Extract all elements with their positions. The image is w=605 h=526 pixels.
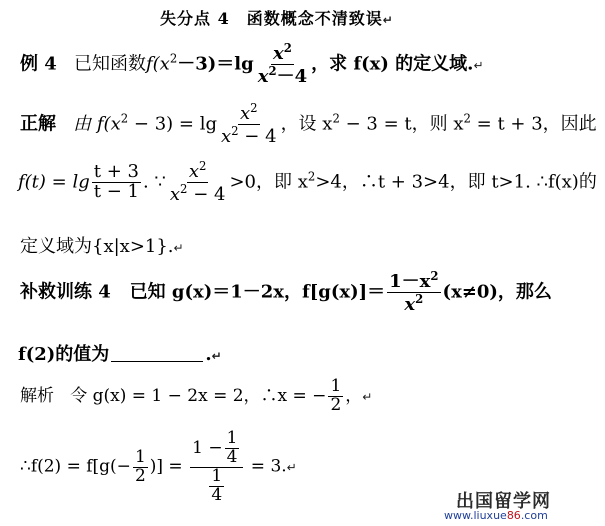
solution-l1-b: − 3) = lg bbox=[128, 113, 217, 135]
solution-l1-fraction: $\frac{x^2}{x^2 - 4}$ bbox=[220, 101, 277, 147]
analysis-big-fraction: 1 − $\frac{1}{4}$ $\frac{1}{4}$ bbox=[190, 430, 243, 504]
solution-label: 正解 bbox=[20, 113, 56, 135]
solution-l1-c: ，设 x bbox=[280, 113, 333, 135]
analysis-l2-fraction: $\frac{1}{2}$ bbox=[134, 446, 146, 486]
watermark-url: www.liuxue86.com bbox=[444, 509, 548, 522]
solution-l2-d: >4，∴t + 3>4，即 t>1. ∴f(x)的 bbox=[315, 171, 597, 193]
paragraph-mark-icon: ↵ bbox=[211, 349, 222, 363]
exercise-l2-tail: . bbox=[205, 344, 212, 365]
exercise-line-1 bbox=[20, 270, 552, 315]
example-fx: f( bbox=[145, 53, 160, 75]
solution-l2-c: >0，即 x bbox=[229, 171, 308, 193]
solution-l1-c-pow: 2 bbox=[332, 111, 340, 126]
analysis-l1-b: ， bbox=[345, 385, 363, 406]
exercise-fraction: $\frac{1-x^2}{x^2}$ bbox=[389, 269, 439, 315]
paragraph-mark-icon: ↵ bbox=[382, 13, 394, 27]
example-fraction: $\frac{x^2}{x^2-4}$ bbox=[257, 41, 308, 87]
analysis-l2-c: = 3. bbox=[250, 456, 287, 477]
solution-l1-d: − 3 = t，则 x bbox=[339, 113, 464, 135]
exercise-text-b: (x≠0)，那么 bbox=[442, 281, 552, 303]
solution-l2-fraction: $\frac{t + 3}{t - 1}$ bbox=[93, 161, 139, 202]
exercise-label: 补救训练 4 bbox=[20, 281, 111, 303]
example-minus3: －3)＝lg bbox=[177, 53, 254, 75]
example-label: 例 4 bbox=[20, 53, 57, 75]
exercise-line-2 bbox=[18, 340, 222, 366]
analysis-line-2 bbox=[20, 430, 297, 504]
example-line bbox=[20, 42, 484, 87]
analysis-l1-a: 令 g(x) = 1 − 2x = 2，∴x = − bbox=[70, 385, 327, 406]
solution-l2-b: . ∵ bbox=[142, 171, 166, 193]
solution-l2-fraction2: $\frac{x^2}{x^2 - 4}$ bbox=[169, 159, 226, 205]
paragraph-mark-icon: ↵ bbox=[173, 241, 184, 255]
solution-line-2 bbox=[18, 160, 597, 205]
analysis-l2-b: )] = bbox=[149, 456, 183, 477]
example-x: x bbox=[159, 53, 170, 75]
site-watermark-logo bbox=[440, 487, 600, 523]
analysis-l1-fraction: $\frac{1}{2}$ bbox=[330, 376, 342, 415]
analysis-l2-a: ∴f(2) = f[g(− bbox=[20, 456, 131, 477]
solution-l1-a: 由 f(x bbox=[73, 113, 121, 135]
answer-blank[interactable] bbox=[111, 361, 203, 362]
watermark-cn: 出国留学网 bbox=[456, 491, 551, 512]
solution-l1-pow: 2 bbox=[120, 111, 129, 126]
paragraph-mark-icon: ↵ bbox=[286, 460, 297, 475]
solution-l2-a: f(t) = lg bbox=[18, 171, 90, 193]
example-pow: 2 bbox=[169, 51, 178, 66]
exercise-text-a: 已知 g(x)＝1－2x，f[g(x)]＝ bbox=[129, 281, 386, 303]
example-text-after: ，求 f(x) 的定义域. bbox=[311, 53, 474, 75]
paragraph-mark-icon: ↵ bbox=[362, 389, 373, 404]
solution-line-3 bbox=[20, 232, 184, 258]
paragraph-mark-icon: ↵ bbox=[473, 58, 484, 73]
solution-line-1 bbox=[20, 102, 597, 147]
solution-l3: 定义域为{x|x>1}. bbox=[20, 236, 174, 257]
analysis-label: 解析 bbox=[20, 385, 54, 406]
exercise-l2: f(2)的值为 bbox=[18, 344, 110, 365]
example-text-before: 已知函数 bbox=[73, 53, 146, 75]
section-heading bbox=[160, 6, 394, 29]
analysis-line-1 bbox=[20, 378, 372, 415]
solution-l1-d-pow: 2 bbox=[463, 111, 471, 126]
heading-text: 失分点 4 函数概念不清致误 bbox=[160, 9, 383, 28]
solution-l1-e: = t + 3，因此 bbox=[470, 113, 597, 135]
solution-l2-c-pow: 2 bbox=[307, 169, 316, 184]
